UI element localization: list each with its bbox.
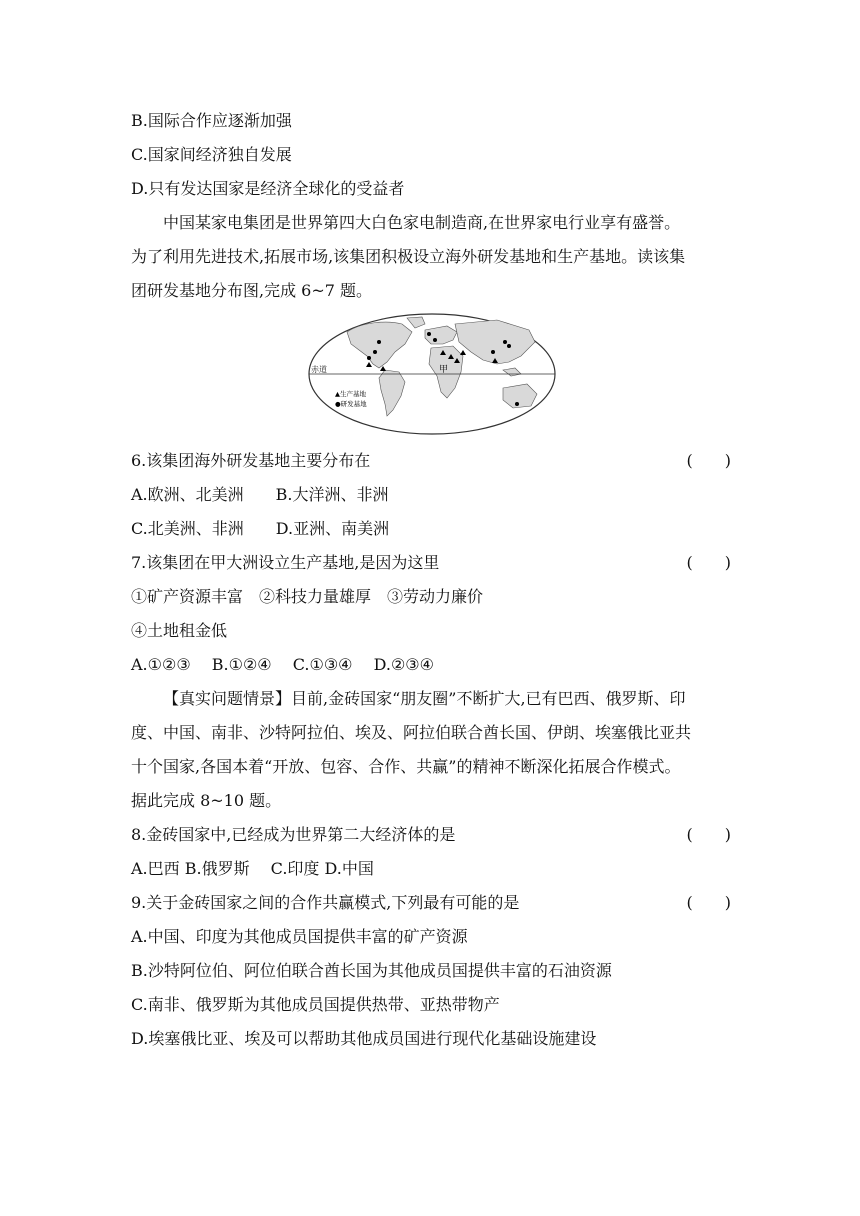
paragraph-2-line-1: 【真实问题情景】目前,金砖国家“朋友圈”不断扩大,已有巴西、俄罗斯、印 (163, 689, 686, 708)
question-7-items-1: ①矿产资源丰富 ②科技力量雄厚 ③劳动力廉价 (131, 587, 484, 606)
question-9-option-c: C.南非、俄罗斯为其他成员国提供热带、亚热带物产 (131, 995, 500, 1014)
question-9 (131, 886, 731, 920)
answer-bracket: ( ) (686, 553, 731, 572)
question-9-text: 9.关于金砖国家之间的合作共赢模式,下列最有可能的是 (131, 893, 520, 912)
paragraph-2-line-3: 十个国家,各国本着“开放、包容、合作、共赢”的精神不断深化拓展合作模式。 (131, 757, 681, 776)
answer-bracket: ( ) (686, 451, 731, 470)
question-9-option-d: D.埃塞俄比亚、埃及可以帮助其他成员国进行现代化基础设施建设 (131, 1029, 597, 1048)
paragraph-2-line-4: 据此完成 8~10 题。 (131, 791, 282, 810)
answer-bracket: ( ) (686, 825, 731, 844)
question-7-text: 7.该集团在甲大洲设立生产基地,是因为这里 (131, 553, 440, 572)
question-6 (131, 444, 731, 478)
question-7-options: A.①②③ B.①②④ C.①③④ D.②③④ (131, 655, 434, 674)
question-8-options: A.巴西 B.俄罗斯 C.印度 D.中国 (131, 859, 374, 878)
world-map-figure (307, 312, 557, 436)
question-6-options-ab: A.欧洲、北美洲 B.大洋洲、非洲 (131, 485, 389, 504)
rd-base-marker (507, 344, 511, 348)
rd-base-marker (515, 402, 519, 406)
question-6-text: 6.该集团海外研发基地主要分布在 (131, 451, 371, 470)
rd-base-marker (377, 340, 381, 344)
rd-base-marker (433, 338, 437, 342)
rd-base-marker (367, 356, 371, 360)
question-7-items-2: ④土地租金低 (131, 621, 228, 640)
answer-bracket: ( ) (686, 893, 731, 912)
option-d: D.只有发达国家是经济全球化的受益者 (131, 179, 405, 198)
legend-rd: ●研发基地 (335, 400, 367, 408)
question-7 (131, 546, 731, 580)
rd-base-marker (503, 340, 507, 344)
question-8 (131, 818, 731, 852)
legend-production: ▲生产基地 (335, 390, 366, 398)
rd-base-marker (491, 350, 495, 354)
paragraph-1-line-1: 中国某家电集团是世界第四大白色家电制造商,在世界家电行业享有盛誉。 (163, 213, 681, 232)
question-6-options-cd: C.北美洲、非洲 D.亚洲、南美洲 (131, 519, 390, 538)
equator-label: 赤道 (311, 365, 327, 374)
paragraph-1-line-3: 团研发基地分布图,完成 6~7 题。 (131, 281, 373, 300)
option-c: C.国家间经济独自发展 (131, 145, 292, 164)
question-9-option-b: B.沙特阿位伯、阿位伯联合酋长国为其他成员国提供丰富的石油资源 (131, 961, 612, 980)
paragraph-2-line-2: 度、中国、南非、沙特阿拉伯、埃及、阿拉伯联合酋长国、伊朗、埃塞俄比亚共 (131, 723, 692, 742)
rd-base-marker (427, 332, 431, 336)
rd-base-marker (373, 350, 377, 354)
question-8-text: 8.金砖国家中,已经成为世界第二大经济体的是 (131, 825, 456, 844)
paragraph-1-line-2: 为了利用先进技术,拓展市场,该集团积极设立海外研发基地和生产基地。读该集 (131, 247, 686, 266)
jia-label: 甲 (439, 365, 449, 375)
option-b: B.国际合作应逐渐加强 (131, 111, 292, 130)
question-9-option-a: A.中国、印度为其他成员国提供丰富的矿产资源 (131, 927, 468, 946)
